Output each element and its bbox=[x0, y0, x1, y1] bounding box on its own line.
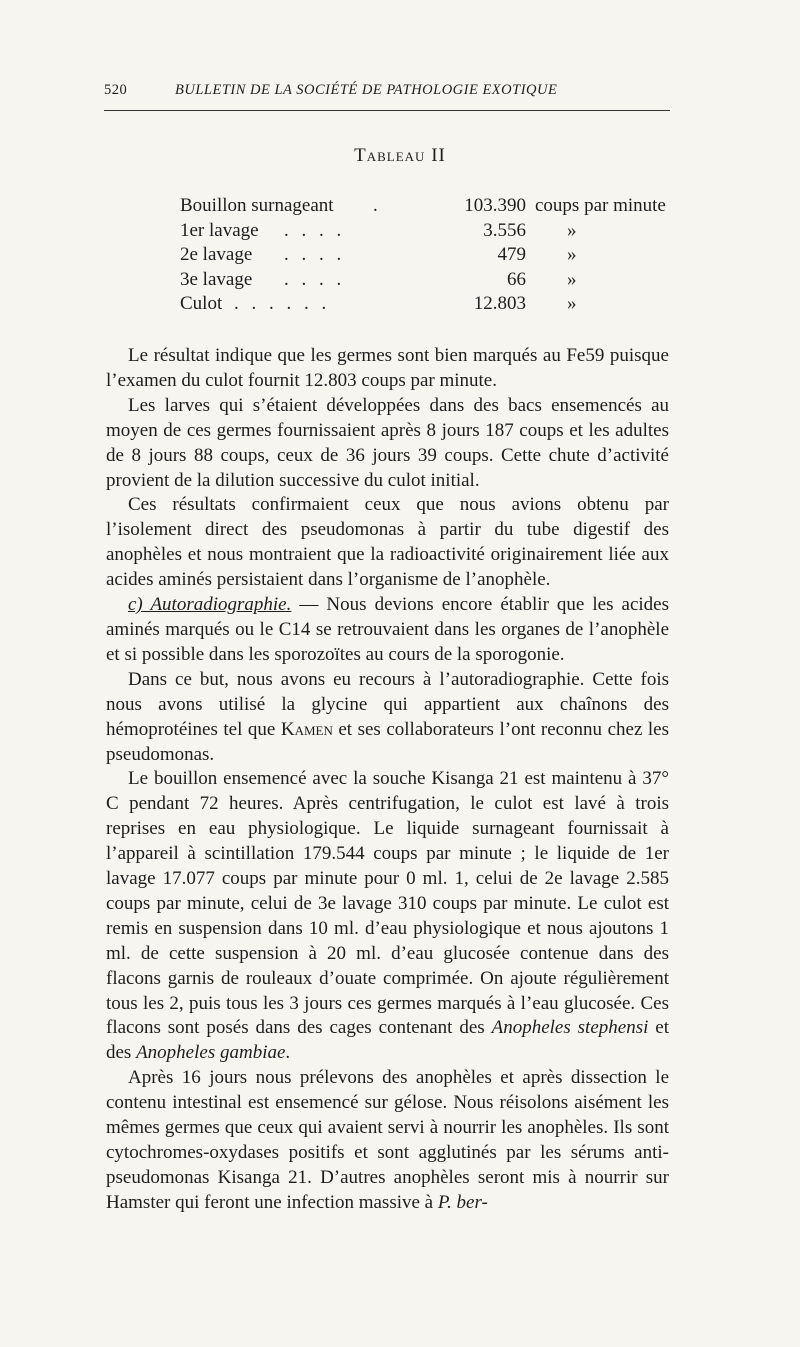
paragraph-text: Dans ce but, nous avons eu recours à l’autoradiographie. Cette fois nous avons utilisé la glycine qui appartient aux chaînons des hémoprotéines tel que bbox=[106, 668, 669, 740]
row-unit: » bbox=[567, 219, 577, 241]
paragraph-text: et des bbox=[106, 1017, 669, 1064]
paragraph-text: Après 16 jours nous prélevons des anophèles et après dissection le contenu intestinal est ensemencé sur gélose. Nous réisolons aisément les mêmes germes que ceux qui avaient servi à nourrir les anophèles. Ils sont cytochromes-oxydases positifs et sont agglutinés par les sérums anti-pseudomonas Kisanga 21. D’autres anophèles seront mis à nourrir sur Hamster qui feront une infection massive à bbox=[106, 1067, 669, 1213]
species-name: Anopheles stephensi bbox=[491, 1017, 649, 1039]
row-unit: » bbox=[567, 244, 577, 265]
header-rule bbox=[104, 110, 670, 111]
row-value: 479 bbox=[497, 244, 526, 265]
row-unit: coups par minute bbox=[535, 195, 666, 216]
row-label: Bouillon surnageant bbox=[180, 195, 334, 216]
table-title bbox=[0, 145, 800, 167]
row-unit: » bbox=[567, 268, 577, 290]
paragraph-text: Le bouillon ensemencé avec la souche Kisanga 21 est maintenu à 37° C pendant 72 heures. Après centrifugation, le culot est lavé à trois reprises en eau physiologique. Le liquide surnageant fournissait à l’appareil à scintillation 179.544 coups par minute ; le liquide de 1er lavage 17.077 coups par minute pour 0 ml. 1, celui de 2e lavage 2.585 coups par minute, celui de 3e lavage 310 coups par minute. Le culot est remis en suspension dans 10 ml. d’eau physiologique et nous ajoutons 1 ml. de cette suspension à 20 ml. d’eau glucosée contenue dans des flacons garnis de rouleaux d’ouate comprimée. On ajoute régulièrement tous les 2, puis tous les 3 jours ces germes marqués à l’eau glucosée. Ces flacons sont posés dans des cages contenant des bbox=[106, 768, 669, 1039]
section-heading: c) Autoradiographie. bbox=[128, 594, 292, 616]
body-text bbox=[106, 344, 669, 1216]
table-row bbox=[180, 268, 700, 293]
table-row bbox=[180, 243, 700, 268]
leader-dots: . . . . . . bbox=[234, 293, 331, 314]
species-name: P. ber- bbox=[437, 1191, 488, 1213]
table-title-word: Tableau bbox=[354, 145, 426, 166]
data-table bbox=[180, 194, 700, 317]
table-row bbox=[180, 292, 700, 317]
table-title-number: II bbox=[431, 145, 446, 166]
table-row bbox=[180, 219, 700, 244]
paragraph-text: — Nous devions encore établir que les acides aminés marqués ou le C14 se retrouvaient dans les organes de l’anophèle et si possible dans les sporozoïtes au cours de la sporogonie. bbox=[106, 594, 669, 665]
page-number: 520 bbox=[104, 82, 128, 98]
table-row bbox=[180, 194, 700, 219]
paragraph-text: et ses collaborateurs l’ont reconnu chez les pseudomonas. bbox=[106, 718, 669, 765]
leader-dots: . . . . bbox=[284, 219, 346, 241]
row-label: Culot bbox=[180, 293, 223, 314]
row-label: 2e lavage bbox=[180, 244, 253, 265]
row-value: 66 bbox=[507, 268, 526, 290]
leader-dots: . . . . bbox=[284, 268, 346, 290]
paragraph bbox=[106, 1066, 669, 1215]
leader-dots: . . . . bbox=[284, 244, 346, 265]
leader-dots: . bbox=[373, 195, 382, 216]
running-title: BULLETIN DE LA SOCIÉTÉ DE PATHOLOGIE EXOTIQUE bbox=[175, 82, 558, 98]
paragraph: Ces résultats confirmaient ceux que nous avions obtenu par l’isolement direct des pseudomonas à partir du tube digestif des anophèles et nous montraient que la radioactivité originairement liée aux acides aminés persistaient dans l’organisme de l’anophèle. bbox=[106, 494, 669, 591]
row-value: 12.803 bbox=[473, 293, 526, 314]
paragraph: Le résultat indique que les germes sont bien marqués au Fe59 puisque l’examen du culot fournit 12.803 coups par minute. bbox=[106, 345, 669, 391]
paragraph bbox=[106, 668, 669, 768]
row-label: 3e lavage bbox=[180, 268, 253, 290]
species-name: Anopheles gambiae bbox=[136, 1042, 286, 1064]
paragraph bbox=[106, 767, 669, 1066]
row-label: 1er lavage bbox=[180, 219, 259, 241]
author-name: Kamen bbox=[280, 718, 333, 740]
row-value: 3.556 bbox=[483, 219, 526, 241]
row-value: 103.390 bbox=[464, 195, 526, 216]
paragraph-text: . bbox=[285, 1042, 291, 1064]
paragraph: Les larves qui s’étaient développées dans des bacs ensemencés au moyen de ces germes fournissaient après 8 jours 187 coups et les adultes de 8 jours 88 coups, ceux de 36 jours 39 coups. Cette chute d’activité provient de la dilution successive du culot initial. bbox=[106, 394, 669, 491]
paragraph bbox=[106, 593, 669, 668]
row-unit: » bbox=[567, 293, 577, 314]
